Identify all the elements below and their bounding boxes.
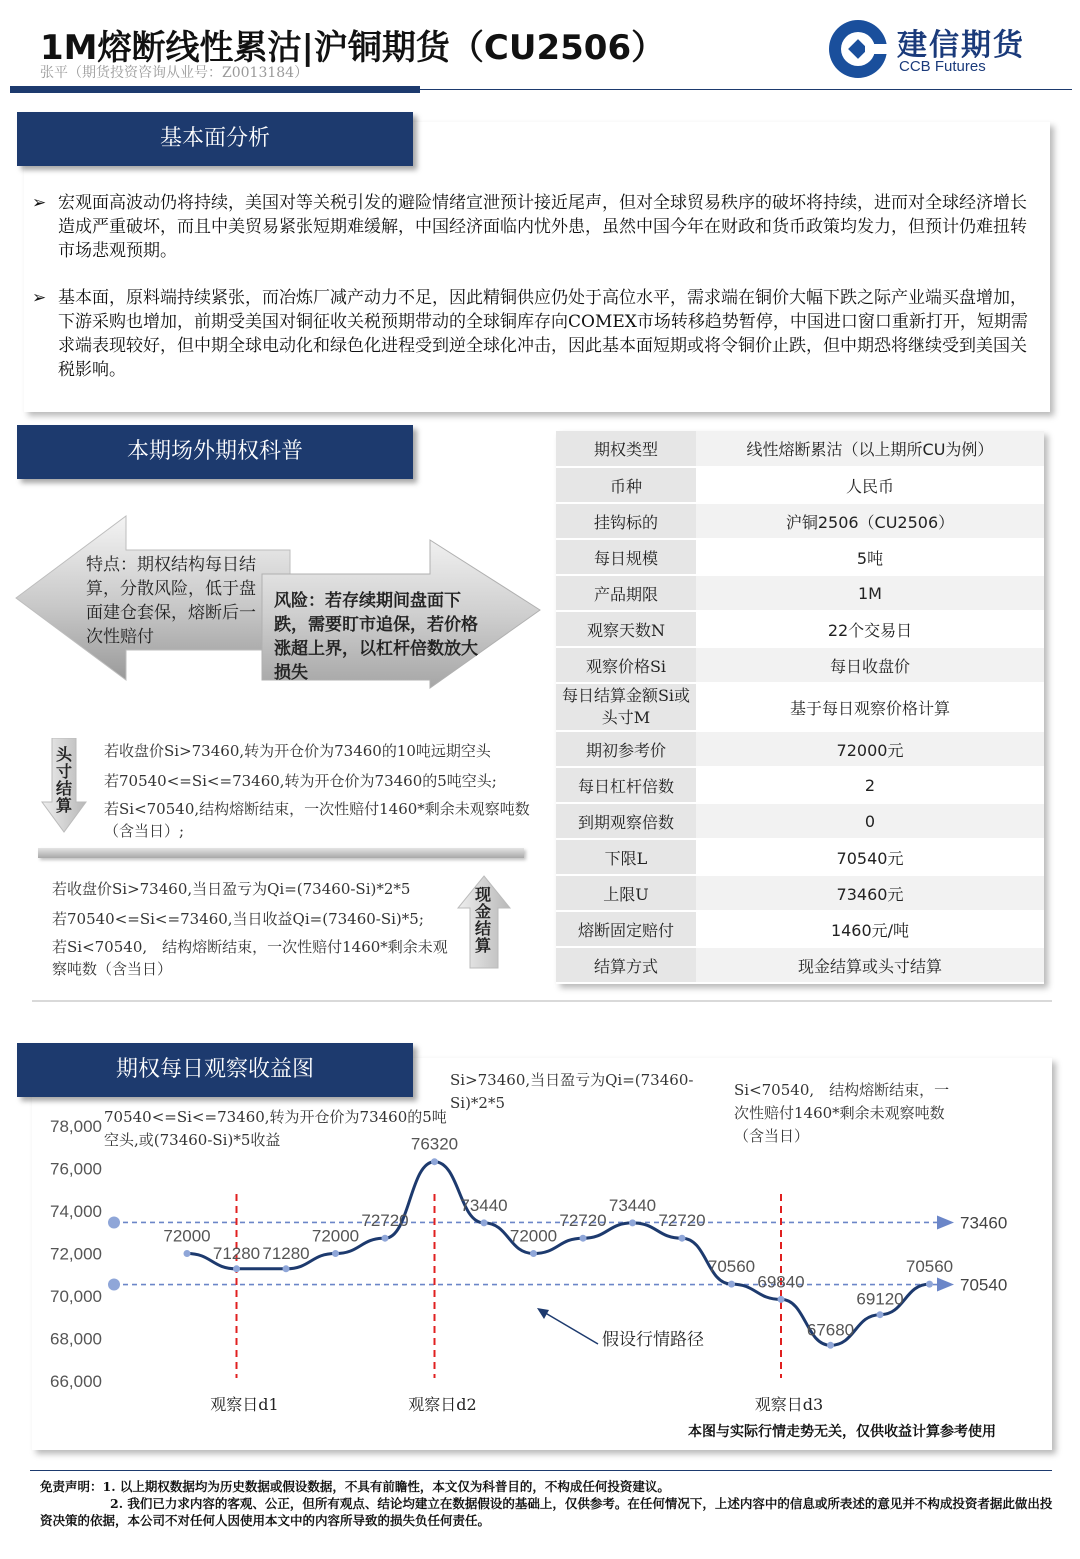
table-row xyxy=(556,503,1044,539)
table-row xyxy=(556,839,1044,875)
data-label: 71280 xyxy=(262,1243,310,1263)
data-point xyxy=(580,1235,587,1242)
data-point xyxy=(778,1296,785,1303)
observation-day-label: 观察日d1 xyxy=(210,1395,279,1414)
table-row xyxy=(556,683,1044,731)
disclaimer xyxy=(40,1478,1060,1529)
annotation-mid-range: 70540<=Si<=73460,转为开仓价为73460的5吨空头,或(73460-Si)*5收益 xyxy=(104,1108,447,1149)
bullet-arrow-icon: ➢ xyxy=(32,288,47,307)
table-row xyxy=(556,731,1044,767)
data-label: 76320 xyxy=(410,1134,459,1154)
data-label: 69840 xyxy=(757,1272,805,1292)
data-point xyxy=(283,1265,290,1272)
table-key-cell: 期权类型 xyxy=(556,431,696,467)
author-line: 张平（期货投资咨询从业号：Z0013184） xyxy=(40,65,309,81)
cash-settle-rules xyxy=(52,876,462,980)
path-label: 假设行情路径 xyxy=(602,1330,704,1350)
page-title: 1M熔断线性累沽|沪铜期货（CU2506） xyxy=(40,28,666,68)
annotation-above-upper: Si>73460,当日盈亏为Qi=(73460-Si)*2*5 xyxy=(450,1071,694,1112)
cash-rule-3: 若Si<70540, 结构熔断结束，一次性赔付1460*剩余未观察吨数（含当日） xyxy=(52,938,448,978)
table-key-cell: 下限L xyxy=(556,839,696,875)
table-value-cell: 22个交易日 xyxy=(696,611,1044,647)
data-label: 72000 xyxy=(163,1226,211,1246)
table-key-cell: 结算方式 xyxy=(556,947,696,983)
data-point xyxy=(431,1158,438,1165)
table-row xyxy=(556,575,1044,611)
table-value-cell: 每日收盘价 xyxy=(696,647,1044,683)
data-label: 72720 xyxy=(658,1211,706,1231)
divider-bar xyxy=(38,848,524,858)
bullet-arrow-icon: ➢ xyxy=(32,193,47,212)
y-tick-label: 78,000 xyxy=(50,1117,102,1136)
table-value-cell: 沪铜2506（CU2506） xyxy=(696,503,1044,539)
data-point xyxy=(728,1281,735,1288)
data-point xyxy=(481,1219,488,1226)
table-key-cell: 观察价格Si xyxy=(556,647,696,683)
table-key-cell: 期初参考价 xyxy=(556,731,696,767)
table-row xyxy=(556,803,1044,839)
y-tick-label: 76,000 xyxy=(50,1159,102,1179)
table-value-cell: 1460元/吨 xyxy=(696,911,1044,947)
physical-settle-label: 头寸结算 xyxy=(55,745,72,815)
table-key-cell: 挂钩标的 xyxy=(556,503,696,539)
table-row xyxy=(556,539,1044,575)
disclaimer-rule xyxy=(30,1470,1052,1471)
cash-rule-2: 若70540<=Si<=73460,当日收益Qi=(73460-Si)*5; xyxy=(52,910,424,928)
table-row xyxy=(556,911,1044,947)
logo-text-cn: 建信期货 xyxy=(897,28,1025,63)
logo-text-en: CCB Futures xyxy=(899,58,986,75)
fundamentals-para-1 xyxy=(32,191,1033,263)
cash-rule-1: 若收盘价Si>73460,当日盈亏为Qi=(73460-Si)*2*5 xyxy=(52,880,411,898)
header-rule-thin xyxy=(420,89,1072,90)
option-terms-table xyxy=(556,431,1044,984)
data-label: 72720 xyxy=(559,1211,607,1231)
table-key-cell: 到期观察倍数 xyxy=(556,803,696,839)
y-tick-label: 72,000 xyxy=(50,1244,102,1264)
fundamentals-heading: 基本面分析 xyxy=(17,112,413,166)
feature-text: 特点：期权结构每日结算，分散风险，低于盘面建仓套保，熔断后一次性赔付 xyxy=(86,555,256,647)
annotation-below-lower: Si<70540, 结构熔断结束，一次性赔付1460*剩余未观察吨数（含当日） xyxy=(734,1081,950,1145)
ccb-logo-icon xyxy=(827,18,889,80)
table-row xyxy=(556,767,1044,803)
reference-label: 73460 xyxy=(960,1213,1008,1233)
data-label: 72000 xyxy=(509,1226,558,1246)
table-key-cell: 每日规模 xyxy=(556,539,696,575)
table-value-cell: 1M xyxy=(696,575,1044,611)
fundamentals-text-1: 宏观面高波动仍将持续，美国对等关税引发的避险情绪宣泄预计接近尾声，但对全球贸易秩序的破坏将持续，进而对全球经济增长造成严重破坏，而且中美贸易紧张短期难缓解，中国经济面临内忧外患，虽然中国今年在财政和货币政策均发力，但预计仍难扭转市场悲观预期。 xyxy=(58,193,1027,261)
section-rule xyxy=(32,1000,1052,1002)
data-label: 72000 xyxy=(311,1226,360,1246)
data-label: 72720 xyxy=(361,1211,409,1231)
data-point xyxy=(679,1235,686,1242)
table-value-cell: 73460元 xyxy=(696,875,1044,911)
fundamentals-para-2 xyxy=(32,286,1033,382)
data-point xyxy=(382,1235,389,1242)
cash-settle-label: 现金结算 xyxy=(474,885,491,955)
path-pointer-line xyxy=(542,1311,598,1344)
data-point xyxy=(926,1281,933,1288)
data-point xyxy=(233,1265,240,1272)
table-value-cell: 线性熔断累沽（以上期所CU为例） xyxy=(696,431,1044,467)
physical-rule-2: 若70540<=Si<=73460,转为开仓价为73460的5吨空头; xyxy=(104,772,497,790)
physical-settle-rules xyxy=(104,738,556,842)
header-rule xyxy=(10,86,420,93)
y-tick-label: 70,000 xyxy=(50,1287,102,1306)
table-row xyxy=(556,467,1044,503)
reference-start-marker xyxy=(108,1216,120,1228)
table-value-cell: 2 xyxy=(696,767,1044,803)
data-label: 69120 xyxy=(856,1289,904,1309)
chart-heading: 期权每日观察收益图 xyxy=(17,1043,413,1097)
table-key-cell: 产品期限 xyxy=(556,575,696,611)
reference-start-marker xyxy=(108,1279,120,1291)
fundamentals-text-2: 基本面，原料端持续紧张，而冶炼厂减产动力不足，因此精铜供应仍处于高位水平，需求端在铜价大幅下跌之际产业端买盘增加，下游采购也增加，前期受美国对铜征收关税预期带动的全球铜库存向COMEX市场转移趋势暂停，中国进口窗口重新打开，短期需求端表现较好，但中期全球电动化和绿色化进程受到逆全球化冲击，因此基本面短期或将令铜价止跌，但中期恐将继续受到美国关税影响。 xyxy=(58,288,1028,380)
table-row xyxy=(556,875,1044,911)
data-label: 70560 xyxy=(905,1257,954,1277)
table-value-cell: 基于每日观察价格计算 xyxy=(696,683,1044,731)
disclaimer-line-1: 免责声明：1. 以上期权数据均为历史数据或假设数据，不具有前瞻性，本文仅为科普目的，不构成任何投资建议。 xyxy=(40,1479,670,1494)
data-point xyxy=(530,1250,537,1257)
table-key-cell: 每日结算金额Si或头寸M xyxy=(556,683,696,731)
otc-heading: 本期场外期权科普 xyxy=(17,425,413,479)
table-row xyxy=(556,647,1044,683)
data-point xyxy=(332,1250,339,1257)
data-label: 70560 xyxy=(707,1257,756,1277)
reference-arrow-head xyxy=(937,1278,954,1292)
disclaimer-line-2: 2. 我们已力求内容的客观、公正，但所有观点、结论均建立在数据假设的基础上，仅供参考。在任何情况下，上述内容中的信息或所表述的意见并不构成投资者据此做出投资决策的依据，本公司不对任何人因使用本文中的内容所导致的损失负任何责任。 xyxy=(40,1496,1053,1528)
chart-note: 本图与实际行情走势无关，仅供收益计算参考使用 xyxy=(688,1424,996,1440)
physical-rule-3: 若Si<70540,结构熔断结束，一次性赔付1460*剩余未观察吨数（含当日）; xyxy=(104,800,530,840)
table-row xyxy=(556,947,1044,983)
data-label: 73440 xyxy=(460,1195,508,1215)
table-key-cell: 观察天数N xyxy=(556,611,696,647)
table-value-cell: 0 xyxy=(696,803,1044,839)
table-value-cell: 72000元 xyxy=(696,731,1044,767)
reference-arrow-head xyxy=(937,1215,954,1229)
table-key-cell: 每日杠杆倍数 xyxy=(556,767,696,803)
observation-day-label: 观察日d3 xyxy=(754,1395,824,1414)
company-logo xyxy=(827,18,1062,80)
table-value-cell: 70540元 xyxy=(696,839,1044,875)
data-label: 67680 xyxy=(806,1320,855,1340)
y-tick-label: 66,000 xyxy=(50,1372,102,1391)
data-label: 73440 xyxy=(608,1195,657,1215)
table-row xyxy=(556,431,1044,467)
y-tick-label: 74,000 xyxy=(50,1202,102,1221)
physical-rule-1: 若收盘价Si>73460,转为开仓价为73460的10吨远期空头 xyxy=(104,742,491,760)
risk-text: 风险：若存续期间盘面下跌，需要盯市追保，若价格涨超上界，以杠杆倍数放大损失 xyxy=(274,591,478,683)
reference-label: 70540 xyxy=(960,1275,1008,1295)
table-value-cell: 5吨 xyxy=(696,539,1044,575)
data-point xyxy=(827,1342,834,1349)
y-tick-label: 68,000 xyxy=(50,1329,102,1349)
data-label: 71280 xyxy=(212,1243,261,1263)
table-value-cell: 人民币 xyxy=(696,467,1044,503)
observation-day-label: 观察日d2 xyxy=(408,1395,477,1414)
data-point xyxy=(877,1311,884,1318)
table-row xyxy=(556,611,1044,647)
table-value-cell: 现金结算或头寸结算 xyxy=(696,947,1044,983)
data-point xyxy=(629,1219,636,1226)
table-key-cell: 上限U xyxy=(556,875,696,911)
table-key-cell: 熔断固定赔付 xyxy=(556,911,696,947)
data-point xyxy=(184,1250,191,1257)
table-key-cell: 币种 xyxy=(556,467,696,503)
